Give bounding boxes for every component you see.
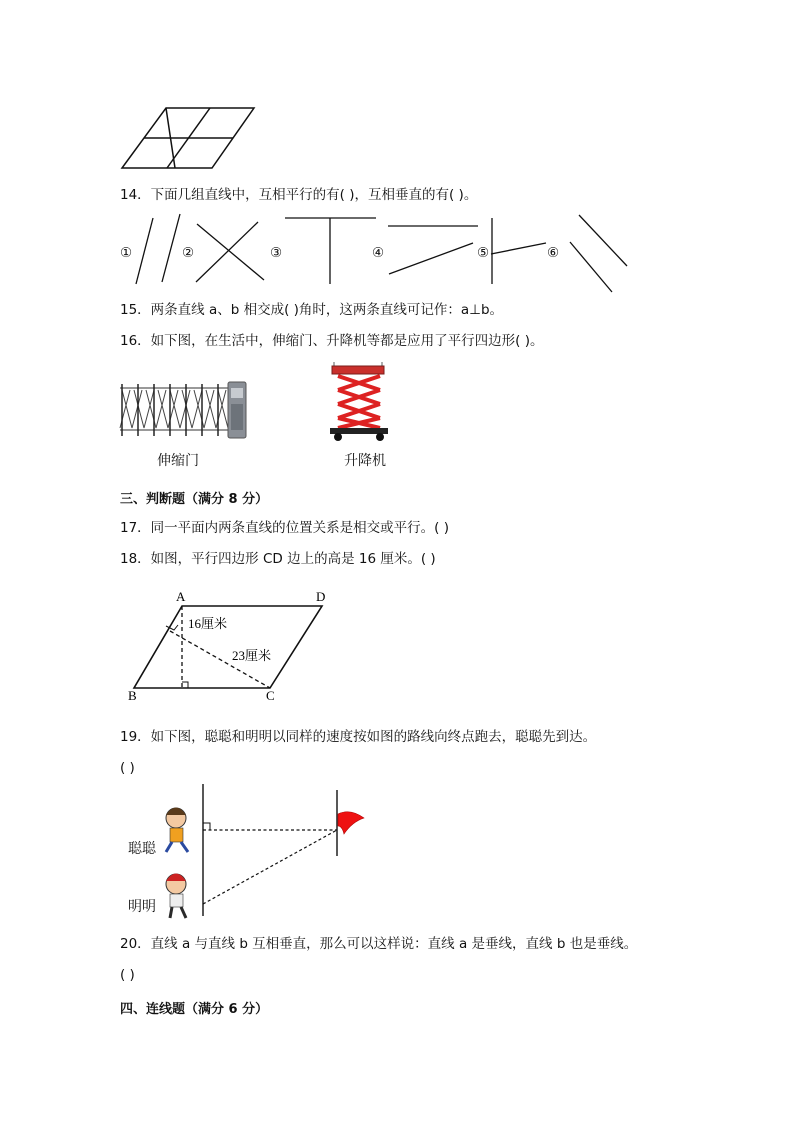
q17-text: 17．同一平面内两条直线的位置关系是相交或平行。( ) xyxy=(120,520,450,536)
q20-text: 20．直线 a 与直线 b 互相垂直，那么可以这样说：直线 a 是垂线，直线 b 也是垂线。 xyxy=(120,936,638,952)
name-mingming: 明明 xyxy=(128,899,156,915)
label-height: 16厘米 xyxy=(188,616,228,631)
boy-mingming-icon xyxy=(166,874,186,919)
section-3-title: 三、判断题（满分 8 分） xyxy=(120,492,269,507)
q16-text: 16．如下图，在生活中，伸缩门、升降机等都是应用了平行四边形( )。 xyxy=(120,333,544,349)
marker-6: ⑥ xyxy=(547,245,560,261)
section-4-title: 四、连线题（满分 6 分） xyxy=(120,1002,269,1017)
marker-5: ⑤ xyxy=(477,245,490,261)
q18-text: 18．如图，平行四边形 CD 边上的高是 16 厘米。( ) xyxy=(120,551,436,567)
name-congcong: 聪聪 xyxy=(128,841,156,857)
q14-text: 14．下面几组直线中，互相平行的有( )，互相垂直的有( )。 xyxy=(120,187,478,203)
q15-text: 15．两条直线 a、b 相交成( )角时，这两条直线可记作：a⊥b。 xyxy=(120,302,504,318)
label-diagonal: 23厘米 xyxy=(232,648,272,663)
label-B: B xyxy=(128,688,137,703)
finish-flag-icon xyxy=(338,812,364,834)
caption-gate: 伸缩门 xyxy=(157,453,199,469)
marker-1: ① xyxy=(120,245,133,261)
label-A: A xyxy=(176,589,186,604)
caption-lift: 升降机 xyxy=(344,453,386,469)
boy-congcong-icon xyxy=(166,808,188,853)
label-D: D xyxy=(316,589,326,604)
label-C: C xyxy=(266,688,275,703)
marker-2: ② xyxy=(182,245,195,261)
marker-4: ④ xyxy=(372,245,385,261)
q20-blank: ( ) xyxy=(120,967,135,983)
q19-text: 19．如下图，聪聪和明明以同样的速度按如图的路线向终点跑去，聪聪先到达。 xyxy=(120,729,597,745)
q19-blank: ( ) xyxy=(120,760,135,776)
marker-3: ③ xyxy=(270,245,283,261)
